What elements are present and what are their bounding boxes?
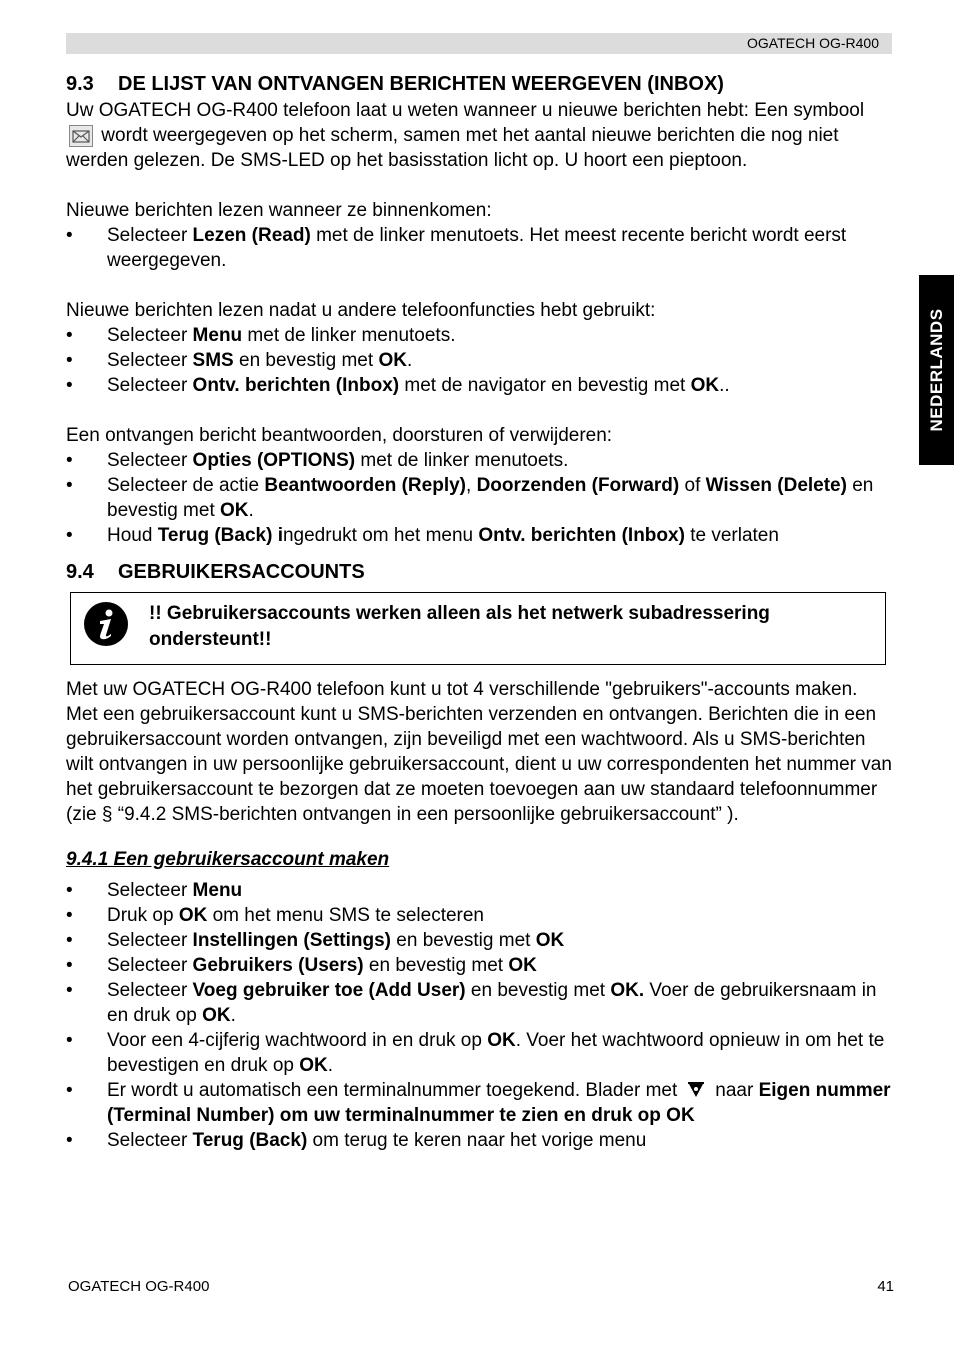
list-item: • Druk op OK om het menu SMS te selecteren (66, 903, 892, 928)
page-content (66, 70, 892, 1153)
note-box (70, 592, 886, 665)
section-9-3-intro: Uw OGATECH OG-R400 telefoon laat u weten wanneer u nieuwe berichten hebt: Een symbool wordt weergegeven op het scherm, samen met het aantal nieuwe berichten die nog niet werden gelezen. De SMS-LED op het basisstation licht op. U hoort een pieptoon. (66, 100, 865, 171)
envelope-icon (69, 125, 93, 147)
language-tab-label: NEDERLANDS (926, 308, 946, 432)
list-item: • Selecteer Voeg gebruiker toe (Add User) en bevestig met OK. Voer de gebruikersnaam in en druk op OK. (66, 978, 892, 1028)
list-item: • Selecteer Gebruikers (Users) en bevestig met OK (66, 953, 892, 978)
reply-list (66, 448, 892, 548)
read-after-list (66, 323, 892, 398)
header-bar (66, 33, 892, 54)
header-title: OGATECH OG-R400 (747, 35, 879, 51)
list-item: • Houd Terug (Back) ingedrukt om het menu Ontv. berichten (Inbox) te verlaten (66, 523, 892, 548)
list-item: • Voor een 4-cijferig wachtwoord in en druk op OK. Voer het wachtwoord opnieuw in om het te bevestigen en druk op OK. (66, 1028, 892, 1078)
list-item: • Selecteer SMS en bevestig met OK. (66, 348, 892, 373)
read-new-list (66, 223, 892, 273)
info-icon (84, 602, 128, 646)
navigator-down-icon (685, 1081, 707, 1101)
list-item: • Selecteer Instellingen (Settings) en bevestig met OK (66, 928, 892, 953)
section-9-4-heading: 9.4 GEBRUIKERSACCOUNTS (66, 561, 365, 583)
list-item: • Selecteer Opties (OPTIONS) met de linker menutoets. (66, 448, 892, 473)
list-item: • Selecteer Ontv. berichten (Inbox) met de navigator en bevestig met OK.. (66, 373, 892, 398)
list-item: • Selecteer Terug (Back) om terug te keren naar het vorige menu (66, 1128, 892, 1153)
language-tab (919, 275, 954, 465)
page-number: 41 (877, 1278, 894, 1295)
footer-title: OGATECH OG-R400 (68, 1278, 210, 1295)
list-item: • Selecteer de actie Beantwoorden (Reply), Doorzenden (Forward) of Wissen (Delete) en bevestig met OK. (66, 473, 892, 523)
list-item: • Selecteer Menu met de linker menutoets. (66, 323, 892, 348)
list-item: • Selecteer Menu (66, 878, 892, 903)
note-text: !! Gebruikersaccounts werken alleen als het netwerk subadressering ondersteunt!! (149, 603, 770, 650)
list-item: • Selecteer Lezen (Read) met de linker menutoets. Het meest recente bericht wordt eerst weergegeven. (66, 223, 892, 273)
reply-heading: Een ontvangen bericht beantwoorden, doorsturen of verwijderen: (66, 425, 613, 446)
section-9-3-heading: 9.3 DE LIJST VAN ONTVANGEN BERICHTEN WEERGEVEN (INBOX) (66, 73, 724, 95)
read-after-heading: Nieuwe berichten lezen nadat u andere telefoonfuncties hebt gebruikt: (66, 300, 656, 321)
list-item: • Er wordt u automatisch een terminalnummer toegekend. Blader met naar Eigen nummer (Terminal Number) om uw terminalnummer te zien en druk op OK (66, 1078, 892, 1128)
create-account-steps (66, 878, 892, 1153)
section-9-4-1-heading: 9.4.1 Een gebruikersaccount maken (66, 849, 390, 870)
section-9-4-body: Met uw OGATECH OG-R400 telefoon kunt u tot 4 verschillende "gebruikers"-accounts maken. Met een gebruikersaccount kunt u SMS-berichten verzenden en ontvangen. Berichten die in een gebruikersaccount worden ontvangen, zijn beveiligd met een wachtwoord. Als u SMS-berichten wilt ontvangen in uw persoonlijke gebruikersaccount, dient u uw correspondenten het nummer van het gebruikersaccount te bezorgen dat ze moeten toevoegen aan uw standaard telefoonnummer (zie § “9.4.2 SMS-berichten ontvangen in een persoonlijke gebruikersaccount” ). (66, 679, 892, 825)
read-new-heading: Nieuwe berichten lezen wanneer ze binnenkomen: (66, 200, 492, 221)
